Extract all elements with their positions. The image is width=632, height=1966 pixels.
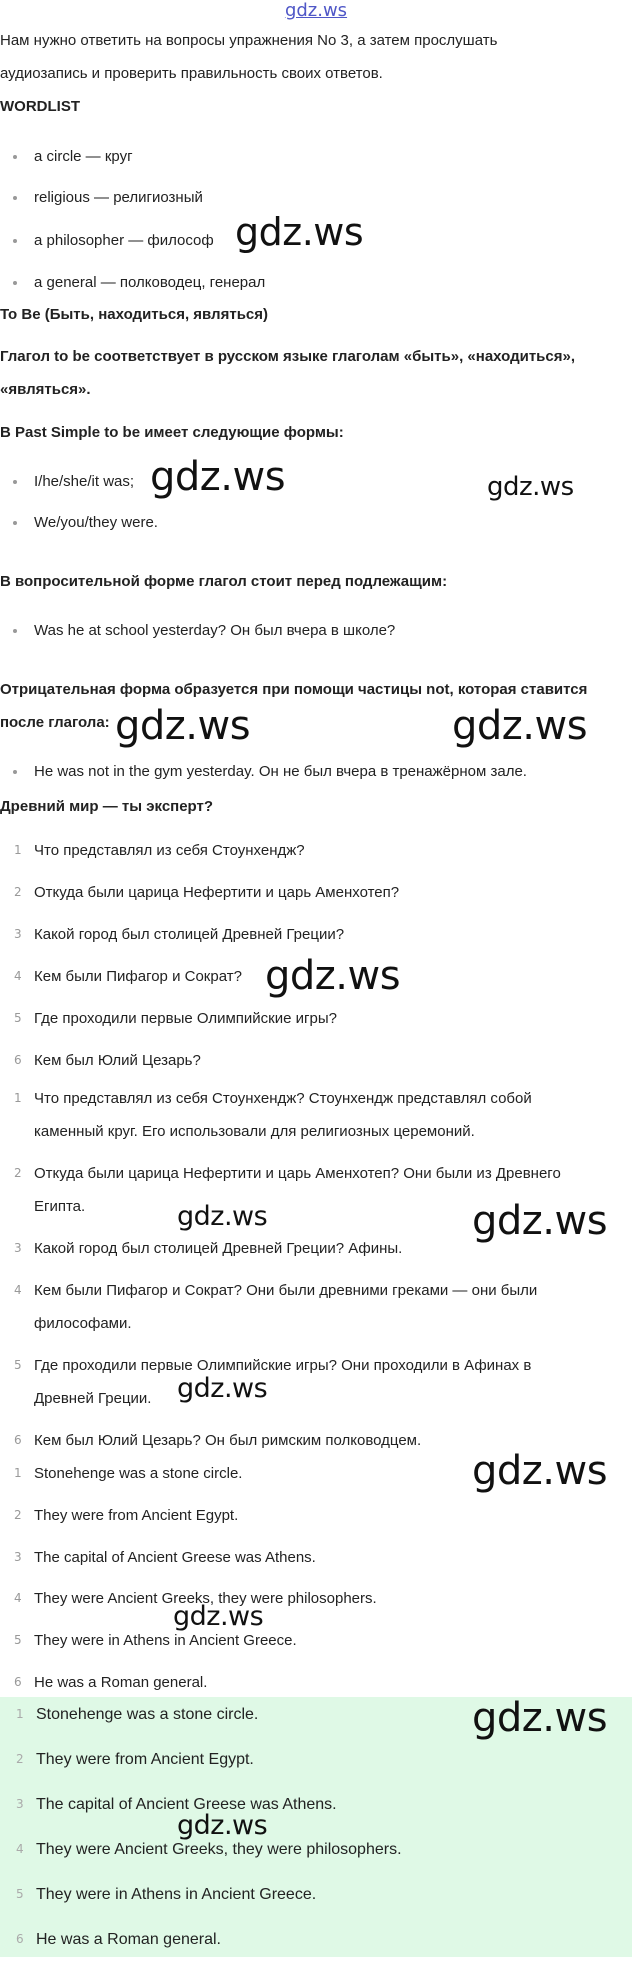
question-row [0,1009,632,1037]
answer-key-panel [0,1697,632,1957]
past-form-item [0,508,632,538]
past-simple-title: В Past Simple to be имеет следующие формы: [0,424,344,441]
wordlist-item-label: religious — религиозный [34,189,203,206]
question-row [0,883,632,911]
answer-en-row [0,1631,632,1659]
question-number: 5 [14,1011,22,1025]
watermark: gdz.ws [487,472,574,502]
watermark: gdz.ws [472,1448,608,1494]
answer-en-row [0,1464,632,1492]
question-row [0,841,632,869]
watermark: gdz.ws [173,1601,264,1632]
answer-key-text: They were from Ancient Egypt. [36,1751,254,1768]
answer-ru-line-1: Где проходили первые Олимпийские игры? Они проходили в Афинах в [34,1357,532,1374]
bullet-icon [13,521,17,525]
past-form-label: We/you/they were. [34,514,158,531]
answer-key-text: He was a Roman general. [36,1931,221,1948]
question-text: Какой город был столицей Древней Греции? [34,926,345,943]
wordlist-item [0,183,632,213]
question-example-item [0,616,632,646]
answer-number: 3 [14,1241,22,1255]
answer-key-text: Stonehenge was a stone circle. [36,1706,259,1723]
question-text: Кем был Юлий Цезарь? [34,1052,201,1069]
negative-form-line-2: после глагола: [0,714,110,731]
past-form-label: I/he/she/it was; [34,473,135,490]
answer-key-text: The capital of Ancient Greese was Athens. [36,1796,337,1813]
answer-ru-line-1: Что представлял из себя Стоунхендж? Стоунхендж представлял собой [34,1090,532,1107]
question-number: 2 [14,885,22,899]
negative-form-line-1: Отрицательная форма образуется при помощи частицы not, которая ставится [0,681,588,698]
answer-number: 5 [14,1633,22,1647]
question-text: Кем были Пифагор и Сократ? [34,968,242,985]
answer-key-row [0,1787,632,1831]
bullet-icon [13,239,17,243]
answer-ru-line-1: Откуда были царица Нефертити и царь Аменхотеп? Они были из Древнего [34,1165,561,1182]
answer-ru-line-1: Какой город был столицей Древней Греции? Афины. [34,1240,403,1257]
grammar-paragraph-line-1: Глагол to be соответствует в русском языке глаголам «быть», «находиться», [0,348,576,365]
answer-key-row [0,1697,632,1741]
answer-key-number: 4 [16,1842,24,1856]
answer-key-number: 3 [16,1797,24,1811]
answer-en-text: They were from Ancient Egypt. [34,1507,239,1524]
grammar-title: To Be (Быть, находиться, являться) [0,306,269,323]
watermark: gdz.ws [177,1201,268,1232]
bullet-icon [13,629,17,633]
watermark: gdz.ws [472,1198,608,1244]
past-form-item [0,467,632,497]
answer-en-text: They were in Athens in Ancient Greece. [34,1632,297,1649]
answer-number: 4 [14,1591,22,1605]
wordlist-item [0,142,632,172]
watermark: gdz.ws [235,210,364,254]
answer-ru-line-1: Кем был Юлий Цезарь? Он был римским полководцем. [34,1432,422,1449]
answer-en-text: He was a Roman general. [34,1674,208,1691]
watermark: gdz.ws [150,454,286,500]
answer-ru-row [0,1281,632,1332]
question-row [0,967,632,995]
watermark: gdz.ws [472,1695,608,1741]
wordlist-item [0,268,632,298]
question-number: 3 [14,927,22,941]
bullet-icon [13,196,17,200]
bullet-icon [13,281,17,285]
question-form-title: В вопросительной форме глагол стоит перед подлежащим: [0,573,448,590]
answer-key-row [0,1877,632,1921]
answer-ru-row [0,1239,632,1267]
answer-key-number: 2 [16,1752,24,1766]
answer-key-number: 5 [16,1887,24,1901]
answer-number: 3 [14,1550,22,1564]
question-row [0,1051,632,1079]
answer-ru-row [0,1089,632,1140]
answer-key-text: They were Ancient Greeks, they were philosophers. [36,1841,402,1858]
answer-en-row [0,1548,632,1576]
question-number: 4 [14,969,22,983]
answer-ru-row [0,1431,632,1459]
quiz-title: Древний мир — ты эксперт? [0,798,214,815]
answer-en-text: The capital of Ancient Greese was Athens. [34,1549,316,1566]
grammar-paragraph-line-2: «являться». [0,381,91,398]
watermark: gdz.ws [452,703,588,749]
watermark: gdz.ws [177,1373,268,1404]
answer-number: 5 [14,1358,22,1372]
negative-example-item [0,757,632,787]
answer-number: 1 [14,1091,22,1105]
answer-key-text: They were in Athens in Ancient Greece. [36,1886,317,1903]
answer-ru-row [0,1164,632,1215]
question-number: 6 [14,1053,22,1067]
site-header-link[interactable]: gdz.ws [284,0,348,21]
bullet-icon [13,770,17,774]
answer-number: 6 [14,1433,22,1447]
answer-key-row [0,1922,632,1966]
bullet-icon [13,155,17,159]
answer-key-row [0,1742,632,1786]
answer-en-row [0,1589,632,1617]
question-text: Что представлял из себя Стоунхендж? [34,842,305,859]
answer-number: 2 [14,1508,22,1522]
wordlist-item [0,226,632,256]
watermark: gdz.ws [115,703,251,749]
question-text: Где проходили первые Олимпийские игры? [34,1010,337,1027]
watermark: gdz.ws [265,953,401,999]
wordlist-item-label: a circle — круг [34,148,133,165]
answer-en-text: They were Ancient Greeks, they were philosophers. [34,1590,377,1607]
answer-key-number: 6 [16,1932,24,1946]
question-number: 1 [14,843,22,857]
intro-line-2: аудиозапись и проверить правильность своих ответов. [0,65,383,82]
answer-key-number: 1 [16,1707,24,1721]
wordlist-item-label: a philosopher — философ [34,232,214,249]
answer-number: 4 [14,1283,22,1297]
answer-key-row [0,1832,632,1876]
negative-example: He was not in the gym yesterday. Он не был вчера в тренажёрном зале. [34,763,527,780]
answer-ru-line-2: философами. [34,1315,132,1332]
answer-ru-line-2: Египта. [34,1198,86,1215]
question-example: Was he at school yesterday? Он был вчера в школе? [34,622,396,639]
watermark: gdz.ws [177,1810,268,1841]
answer-ru-line-2: Древней Греции. [34,1390,152,1407]
answer-ru-line-1: Кем были Пифагор и Сократ? Они были древними греками — они были [34,1282,538,1299]
bullet-icon [13,480,17,484]
answer-number: 1 [14,1466,22,1480]
wordlist-item-label: a general — полководец, генерал [34,274,266,291]
intro-line-1: Нам нужно ответить на вопросы упражнения No 3, а затем прослушать [0,32,498,49]
answer-ru-line-2: каменный круг. Его использовали для религиозных церемоний. [34,1123,475,1140]
answer-number: 2 [14,1166,22,1180]
answer-en-text: Stonehenge was a stone circle. [34,1465,243,1482]
question-text: Откуда были царица Нефертити и царь Аменхотеп? [34,884,400,901]
wordlist-title: WORDLIST [0,98,80,115]
answer-en-row [0,1506,632,1534]
question-row [0,925,632,953]
answer-number: 6 [14,1675,22,1689]
